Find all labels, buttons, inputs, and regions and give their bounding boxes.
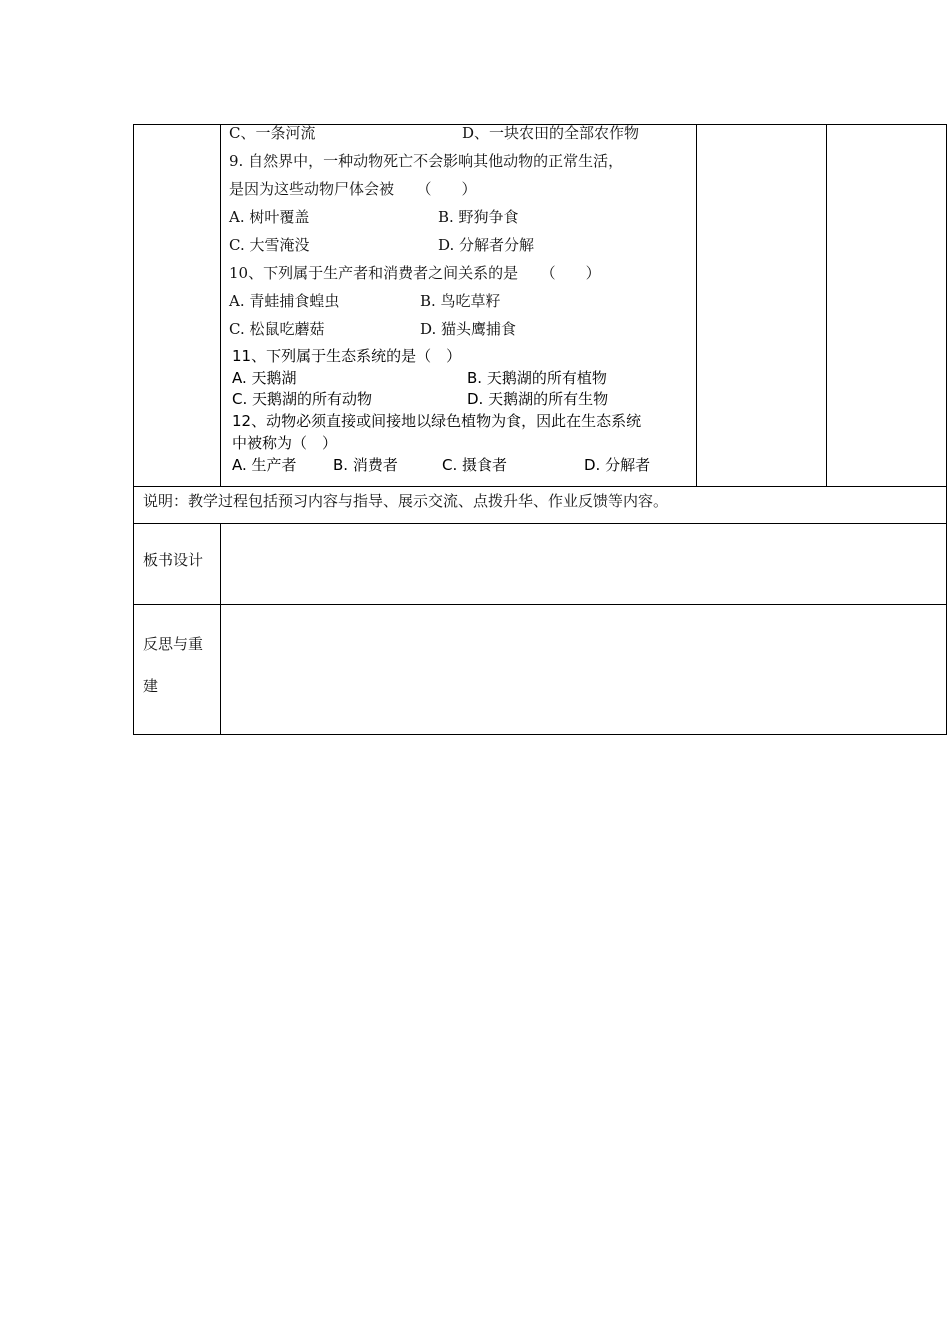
row-divider-2 (133, 523, 947, 524)
table-left-border (133, 124, 134, 735)
q10-option-a: A. 青蛙捕食蝗虫 (229, 292, 340, 310)
board-design-label: 板书设计 (143, 551, 204, 569)
table-bottom-border (133, 734, 947, 735)
q8-option-d: D、一块农田的全部农作物 (462, 124, 640, 142)
q11-option-c: C. 天鹅湖的所有动物 (232, 390, 373, 408)
q11-option-a: A. 天鹅湖 (232, 369, 297, 387)
q12-option-b: B. 消费者 (333, 456, 398, 474)
q12-option-d: D. 分解者 (584, 456, 651, 474)
table-right-border (946, 124, 947, 735)
q10-stem: 10、下列属于生产者和消费者之间关系的是 （ ） (229, 264, 601, 282)
col-divider-3-top (826, 124, 827, 486)
reflection-label-line2: 建 (143, 677, 159, 695)
reflection-label-line1: 反思与重 (143, 635, 204, 653)
row-divider-1 (133, 486, 947, 487)
q8-option-c: C、一条河流 (229, 124, 316, 142)
q12-stem-line2: 中被称为（ ） (232, 434, 338, 452)
col-divider-2-top (696, 124, 697, 486)
q9-option-c: C. 大雪淹没 (229, 236, 310, 254)
q11-option-d: D. 天鹅湖的所有生物 (467, 390, 609, 408)
q10-option-b: B. 鸟吃草籽 (420, 292, 501, 310)
q9-option-d: D. 分解者分解 (438, 236, 535, 254)
col-divider-1-bottom (220, 523, 221, 735)
q10-option-c: C. 松鼠吃蘑菇 (229, 320, 325, 338)
q9-option-b: B. 野狗争食 (438, 208, 519, 226)
q11-option-b: B. 天鹅湖的所有植物 (467, 369, 607, 387)
q9-stem-line2: 是因为这些动物尸体会被 （ ） (229, 180, 477, 198)
col-divider-1-top (220, 124, 221, 486)
q12-option-c: C. 摄食者 (442, 456, 508, 474)
teaching-note: 说明：教学过程包括预习内容与指导、展示交流、点拨升华、作业反馈等内容。 (143, 492, 669, 510)
q11-stem: 11、下列属于生态系统的是（ ） (232, 347, 462, 365)
q12-option-a: A. 生产者 (232, 456, 297, 474)
q9-stem-line1: 9. 自然界中，一种动物死亡不会影响其他动物的正常生活， (229, 152, 624, 170)
row-divider-3 (133, 604, 947, 605)
q12-stem-line1: 12、动物必须直接或间接地以绿色植物为食，因此在生态系统 (232, 412, 642, 430)
q9-option-a: A. 树叶覆盖 (229, 208, 310, 226)
q10-option-d: D. 猫头鹰捕食 (420, 320, 517, 338)
